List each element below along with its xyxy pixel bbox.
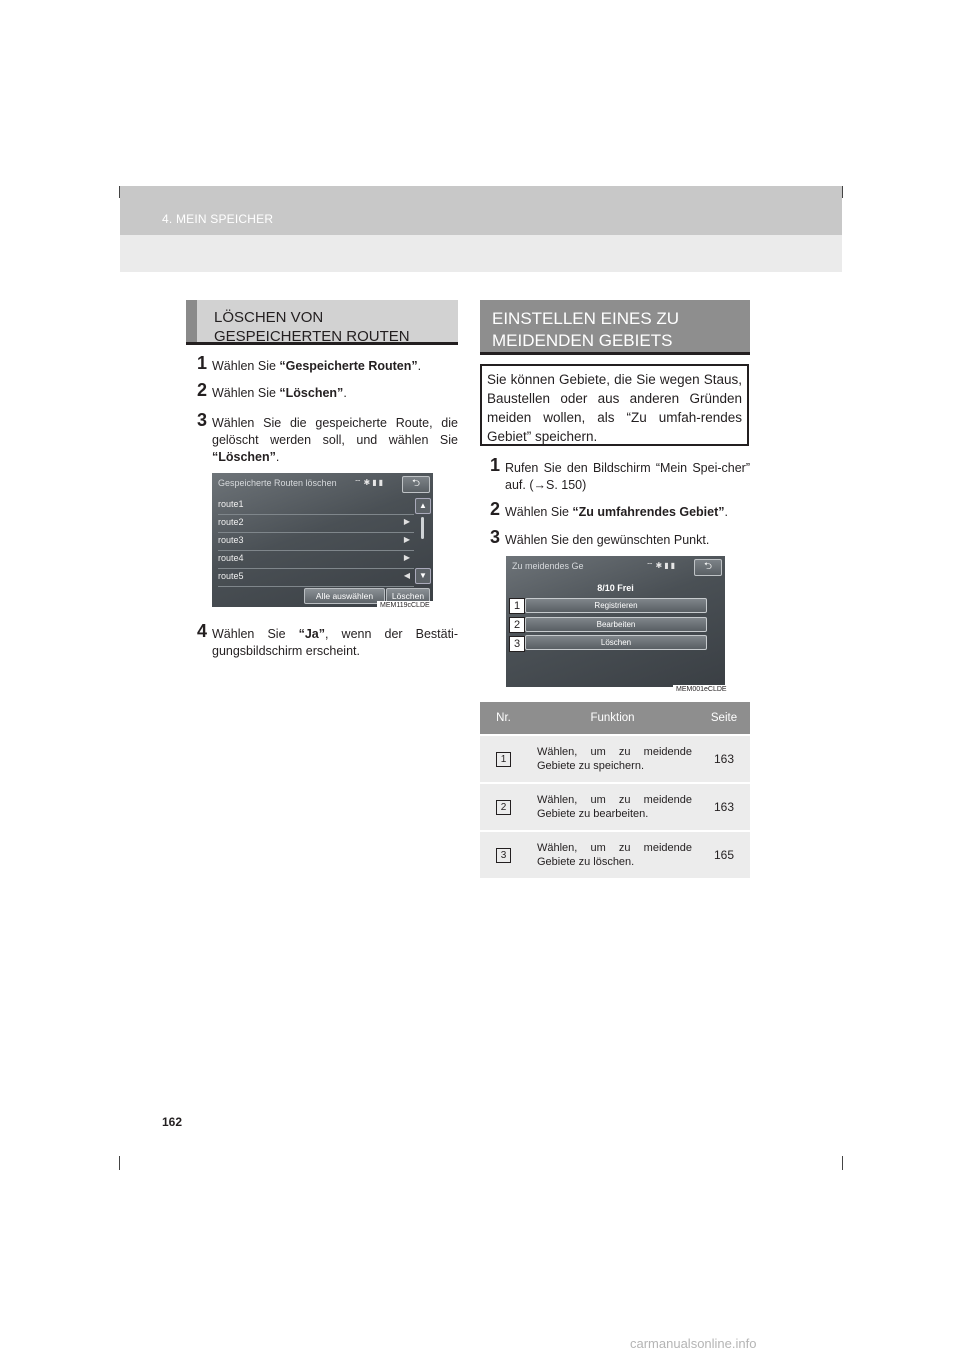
table-row [480,831,750,878]
status-icons: ⌔✱▮▮ [646,561,678,570]
crop-mark [842,186,843,198]
table-cell [480,735,527,783]
route-label: route2 [218,517,244,527]
route-label: route4 [218,553,244,563]
heading-title: EINSTELLEN EINES ZU MEIDENDEN GEBIETS [492,309,680,350]
back-button[interactable]: ⮌ [402,476,430,493]
function-table [480,702,750,878]
step-text: Wählen Sie [212,359,280,373]
table-cell: Wählen, um zu meidende Gebiete zu bearbeiten. [527,783,698,831]
list-item[interactable] [218,497,414,515]
table-cell: 165 [698,831,750,878]
page-number: 162 [162,1115,183,1129]
step-text: . [343,386,347,400]
step-item [490,527,750,549]
callout-number: 2 [509,617,525,633]
step-text: Wählen Sie [212,386,280,400]
route-label: route1 [218,499,244,509]
step-bold: “Gespeicherte Routen” [279,359,418,373]
list-item[interactable] [218,551,414,569]
heading-accent-bar [186,300,197,342]
column-header: Seite [698,702,750,735]
delete-button[interactable]: Löschen [386,588,430,604]
step-bold: “Löschen” [279,386,344,400]
step-bold: “Löschen” [212,450,276,464]
image-code: MEM119cCLDE [377,601,433,610]
crop-mark [119,1156,120,1170]
header-bar [120,186,842,235]
column-header: Nr. [480,702,527,735]
step-text: Wählen Sie [212,627,299,641]
section-heading-avoid-area [480,300,750,355]
step-text: Wählen Sie den gewünschten Punkt. [505,533,710,547]
section-heading-delete-routes [186,300,458,345]
step-number: 2 [490,499,501,519]
step-item [197,621,458,660]
step-item [197,410,458,466]
number-box: 1 [496,752,511,767]
table-cell [480,783,527,831]
edit-button[interactable]: Bearbeiten [525,617,707,632]
table-cell [480,831,527,878]
step-text: , wenn der Bestäti-gungsbildschirm erscheint. [212,627,458,658]
info-box: Sie können Gebiete, die Sie wegen Staus, Baustellen oder aus anderen Gründen meiden wollen, als “Zu umfah-rendes Gebiet” speichern. [480,364,749,446]
step-bold: “Zu umfahrendes Gebiet” [572,505,725,519]
route-icon: ▶ [403,535,410,544]
table-cell: Wählen, um zu meidende Gebiete zu speichern. [527,735,698,783]
step-number: 4 [197,621,208,641]
step-number: 1 [490,455,501,475]
watermark: carmanualsonline.info [630,1336,757,1351]
step-text: . [275,450,280,464]
status-icons: ⌔✱▮▮ [354,478,386,487]
image-code: MEM001eCLDE [673,685,730,694]
step-item [490,455,750,494]
step-text: Wählen Sie die gespeicherte Route, die gelöscht werden soll, und wählen Sie [212,416,458,447]
step-text: . [724,505,728,519]
screen-delete-routes [212,473,433,607]
route-icon: ◀ [403,571,410,580]
table-cell: Wählen, um zu meidende Gebiete zu löschen. [527,831,698,878]
table-cell: 163 [698,783,750,831]
route-icon: ▶ [403,553,410,562]
step-text: Rufen Sie den Bildschirm “Mein Spei-cher” auf. (→S. 150) [505,461,750,492]
step-item [490,499,750,521]
table-header-row [480,702,750,735]
column-header: Funktion [527,702,698,735]
number-box: 2 [496,800,511,815]
back-button[interactable]: ⮌ [694,559,722,576]
step-number: 1 [197,353,208,373]
table-row [480,783,750,831]
delete-button[interactable]: Löschen [525,635,707,650]
route-label: route3 [218,535,244,545]
screen-title: Gespeicherte Routen löschen [218,478,337,488]
free-count: 8/10 Frei [597,583,634,593]
step-bold: “Ja” [298,627,325,641]
step-number: 3 [197,410,208,430]
list-item[interactable] [218,515,414,533]
crop-mark [842,1156,843,1170]
callout-number: 3 [509,636,525,652]
scrollbar-thumb[interactable] [421,517,424,539]
route-icon: ▶ [403,517,410,526]
table-cell: 163 [698,735,750,783]
step-text: . [417,359,422,373]
list-item[interactable] [218,569,414,587]
step-item [197,353,458,375]
register-button[interactable]: Registrieren [525,598,707,613]
step-number: 2 [197,380,208,400]
step-number: 3 [490,527,501,547]
number-box: 3 [496,848,511,863]
screen-title: Zu meidendes Ge [512,561,584,571]
scroll-down-icon[interactable]: ▼ [415,568,431,584]
callout-number: 1 [509,598,525,614]
list-item[interactable] [218,533,414,551]
section-label: 4. MEIN SPEICHER [162,212,274,226]
step-item [197,380,458,402]
scroll-up-icon[interactable]: ▲ [415,498,431,514]
step-text: Wählen Sie [505,505,573,519]
select-all-button[interactable]: Alle auswählen [304,588,385,604]
route-label: route5 [218,571,244,581]
heading-title: LÖSCHEN VON GESPEICHERTEN ROUTEN [214,309,410,345]
table-row [480,735,750,783]
